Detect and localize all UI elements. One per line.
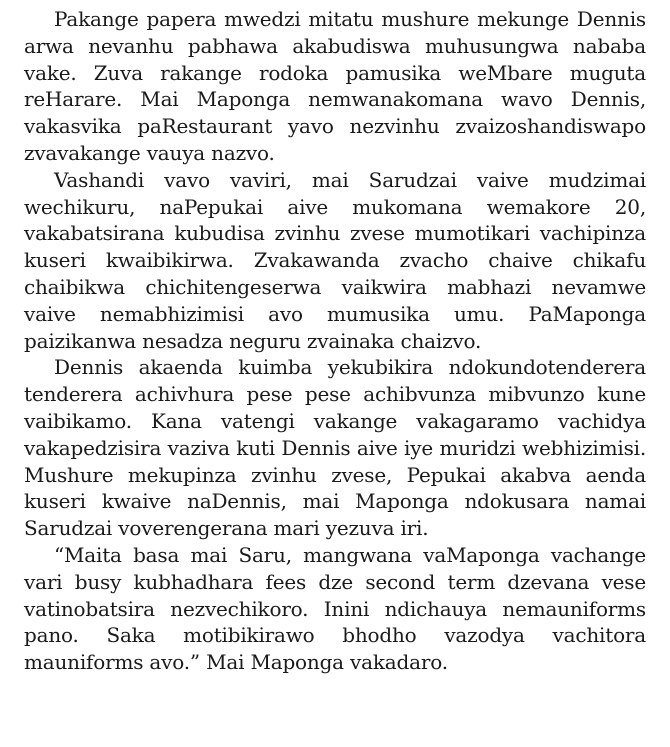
paragraph-1: Pakange papera mwedzi mitatu mushure mekunge Dennis arwa nevanhu pabhawa akabudiswa muhusungwa nababa vake. Zuva rakange rodoka pamusika weMbare muguta reHarare. Mai Maponga nemwanakomana wavo Dennis, vakasvika paRestaurant yavo nezvinhu zvaizoshandiswapo zvavakange vauya nazvo. [24,7,646,165]
paragraph-4: “Maita basa mai Saru, mangwana vaMaponga vachange vari busy kubhadhara fees dze second term dzevana vese vatinobatsira nezvechikoro. Inini ndichauya nemauniforms pano. Saka motibikirawo bhodho vazodya vachitora mauniforms avo.” Mai Maponga vakadaro. [24,542,646,675]
paragraph-3: Dennis akaenda kuimba yekubikira ndokundotenderera tenderera achivhura pese pese achibvunza mibvunzo kune vaibikamo. Kana vatengi vakange vakagaramo vachidya vakapedzisira vaziva kuti Dennis aive iye muridzi webhizimisi. Mushure mekupinza zvinhu zvese, Pepukai akabva aenda kuseri kwaive naDennis, mai Maponga ndokusara namai Sarudzai voverengerana mari yezuva iri. [24,355,646,541]
paragraph-2: Vashandi vavo vaviri, mai Sarudzai vaive mudzimai wechikuru, naPepukai aive mukomana wemakore 20, vakabatsirana kubudisa zvinhu zvese mumotikari vachipinza kuseri kwaibikirwa. Zvakawanda zvacho chaive chikafu chaibikwa chichitengeserwa vaikwira mabhazi nevamwe vaive nemabhizimisi avo mumusika umu. PaMaponga paizikanwa nesadza neguru zvainaka chaizvo. [24,167,646,353]
document-page [24,6,646,676]
